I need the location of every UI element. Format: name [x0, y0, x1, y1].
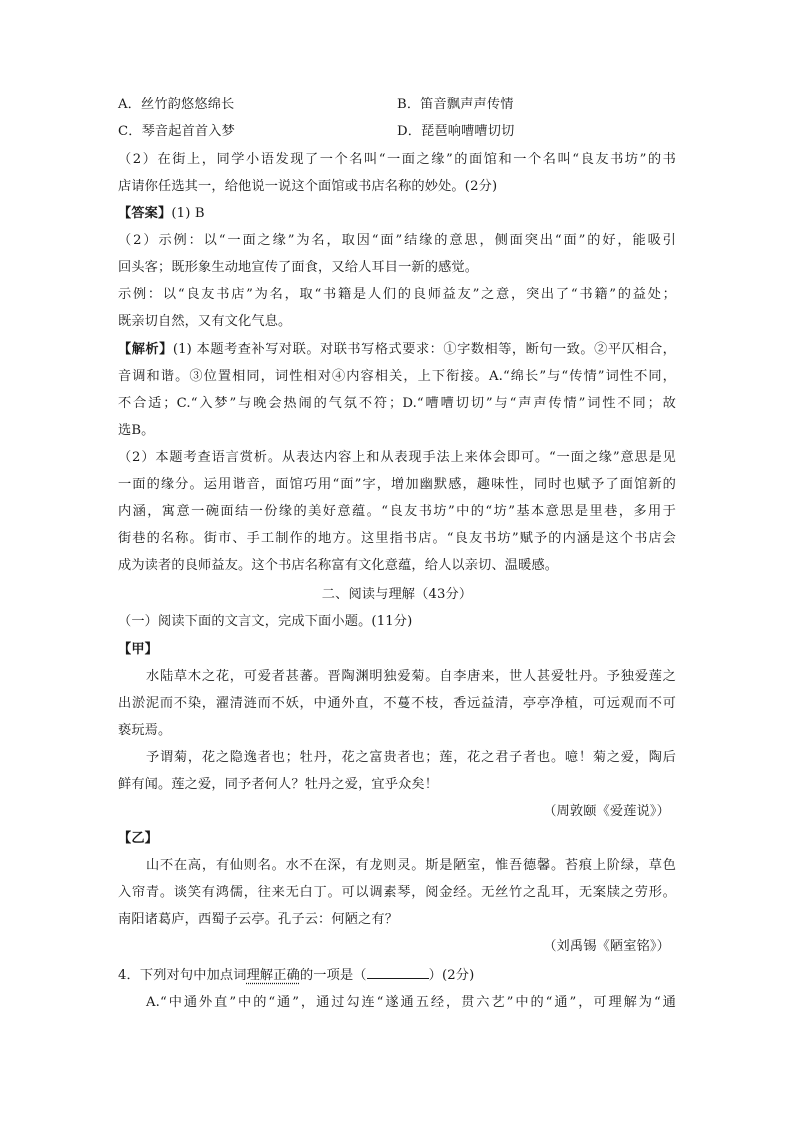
question-4-stem: [118, 964, 474, 986]
analysis-line-9: 成为读者的良师益友。这个书店名称富有文化意蕴，给人以亲切、温暖感。: [118, 558, 559, 573]
answer-value: (1) B: [171, 206, 205, 221]
analysis-text-1: (1) 本题考查补写对联。对联书写格式要求：①字数相等，断句一致。②平仄相合，: [172, 342, 676, 357]
passage-jia-p2b: 鲜有闻。莲之爱，同予者何人？牡丹之爱，宜乎众矣！: [118, 777, 439, 792]
passage-jia-source: （周敦颐《爱莲说》）: [543, 804, 670, 819]
question-4-dotted-words: 理解正确: [246, 968, 300, 983]
section-title: 二、阅读与理解（43分）: [321, 587, 473, 602]
passage-jia-p2: 予谓菊，花之隐逸者也；牡丹，花之富贵者也；莲，花之君子者也。噫！菊之爱，陶后: [146, 750, 676, 765]
passage-yi-p1: 山不在高，有仙则名。水不在深，有龙则灵。斯是陋室，惟吾德馨。苔痕上阶绿，草色: [146, 858, 676, 873]
analysis-line-4: 选B。: [118, 423, 155, 438]
question-4-option-a: A.“中通外直”中的“通”，通过勾连“遂通五经，贯六艺”中的“通”，可理解为“通: [146, 995, 676, 1010]
passage-jia-p1c: 亵玩焉。: [118, 723, 172, 738]
answer-line-4: 既亲切自然，又有文化气息。: [118, 314, 292, 329]
option-c: C．琴音起首首入梦: [118, 124, 235, 139]
answer-line-3: 示例：以“良友书店”为名，取“书籍是人们的良师益友”之意，突出了“书籍”的益处；: [118, 287, 676, 302]
answer-label: 【答案】: [118, 206, 172, 221]
analysis-line-2: 音调和谐。③位置相同，词性相对④内容相关，上下衔接。A.“绵长”与“传情”词性不同，: [118, 369, 676, 384]
option-d: D．琵琶响嘈嘈切切: [397, 124, 515, 139]
answer-blank[interactable]: [367, 964, 429, 979]
passage-yi-source: （刘禹锡《陋室铭》）: [543, 939, 670, 954]
passage-yi-label: 【乙】: [118, 831, 159, 846]
answer-line-1: （2）示例：以“一面之缘”为名，取因“面”结缘的意思，侧面突出“面”的好，能吸引: [118, 233, 676, 248]
question-2-line-1: （2）在街上，同学小语发现了一个名叫“一面之缘”的面馆和一个名叫“良友书坊”的书: [118, 152, 676, 167]
passage-jia-label: 【甲】: [118, 642, 159, 657]
analysis-line-7: 内涵，寓意一碗面结一份缘的美好意蕴。“良友书坊”中的“坊”基本意思是里巷，多用于: [118, 504, 676, 519]
analysis-line-5: （2）本题考查语言赏析。从表达内容上和从表现手法上来体会即可。“一面之缘”意思是见: [118, 450, 676, 465]
question-4-stem-pre: 4．下列对句中加点词: [118, 968, 247, 983]
question-4-stem-post: 的一项是（: [299, 968, 367, 983]
answer-line-2: 回头客；既形象生动地宣传了面食，又给人耳目一新的感觉。: [118, 260, 479, 275]
passage-jia-p1b: 出淤泥而不染，濯清涟而不妖，中通外直，不蔓不枝，香远益清，亭亭净植，可远观而不可: [118, 696, 676, 711]
answer-heading: [118, 204, 205, 224]
passage-yi-p1c: 南阳诸葛庐，西蜀子云亭。孔子云：何陋之有？: [118, 912, 399, 927]
question-2-line-2: 店请你任选其一，给他说一说这个面馆或书店名称的妙处。(2分): [118, 179, 498, 194]
analysis-line-1: [118, 340, 676, 360]
analysis-line-6: 一面的缘分。运用谐音，面馆巧用“面”字，增加幽默感，趣味性，同时也赋予了面馆新的: [118, 477, 676, 492]
section-subtitle: （一）阅读下面的文言文，完成下面小题。(11分): [118, 614, 413, 629]
question-4-stem-end: ）(2分): [428, 968, 475, 983]
analysis-line-3: 不合适；C.“入梦”与晚会热闹的气氛不符；D.“嘈嘈切切”与“声声传情”词性不同；故: [118, 396, 676, 411]
passage-yi-p1b: 入帘青。谈笑有鸿儒，往来无白丁。可以调素琴，阅金经。无丝竹之乱耳，无案牍之劳形。: [118, 885, 676, 900]
option-a: A．丝竹韵悠悠绵长: [118, 97, 235, 112]
analysis-line-8: 街巷的名称。街市、手工制作的地方。这里指书店。“良友书坊”赋予的内涵是这个书店会: [118, 531, 676, 546]
option-b: B．笛音飘声声传情: [397, 97, 514, 112]
passage-jia-p1: 水陆草木之花，可爱者甚蕃。晋陶渊明独爱菊。自李唐来，世人甚爱牡丹。予独爱莲之: [146, 669, 676, 684]
analysis-label: 【解析】: [118, 342, 173, 357]
